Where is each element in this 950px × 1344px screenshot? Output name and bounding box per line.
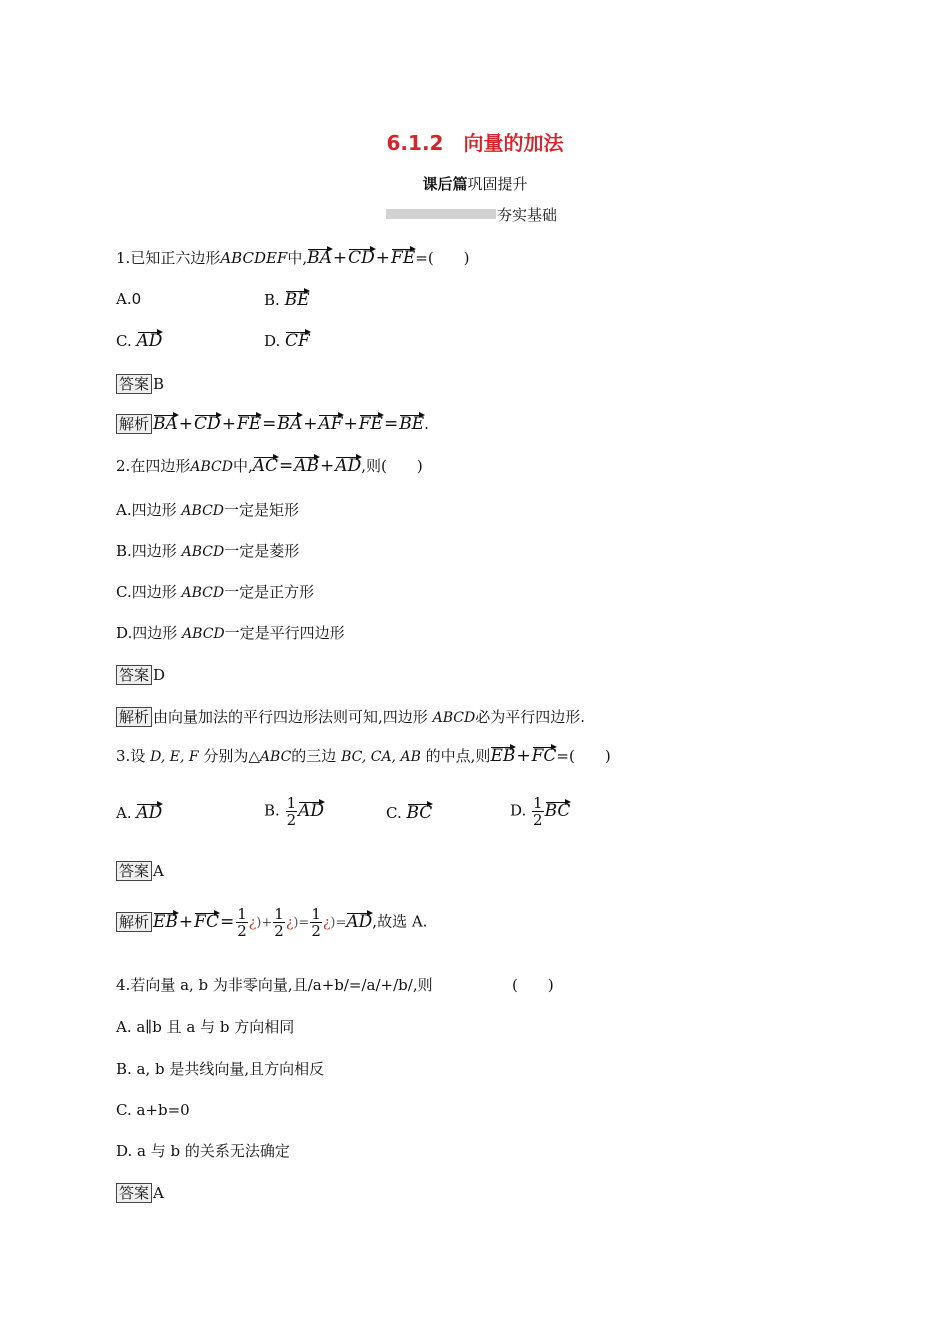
q1-answer-value: B xyxy=(153,375,165,393)
q1-stem: 1.已知正六边形ABCDEF中,BA+CD+FE=( ) xyxy=(116,248,470,268)
answer-tag: 答案 xyxy=(116,861,152,881)
section-label: 夯实基础 xyxy=(497,206,558,224)
vector-cf: CF xyxy=(285,331,310,351)
q3-option-a: A. AD xyxy=(116,803,163,823)
q2-analysis: 解析 由向量加法的平行四边形法则可知,四边形 ABCD必为平行四边形. xyxy=(116,707,585,728)
vector-ab: AB xyxy=(294,456,320,476)
vector-ad: AD xyxy=(335,456,362,476)
q3-analysis: 解析 EB+FC= $\frac{1}{2}$ ¿)+ $\frac{1}{2}$ ¿)= $\frac{1}{2}$ ¿)=AD,故选 A. xyxy=(116,906,427,939)
q4-answer xyxy=(116,1183,164,1203)
q4-option-b: B. a, b 是共线向量,且方向相反 xyxy=(116,1060,325,1078)
q4-stem: 4.若向量 a, b 为非零向量,且/a+b/=/a/+/b/,则 xyxy=(116,976,433,994)
q1-answer xyxy=(116,374,164,394)
q1-option-c: C. AD xyxy=(116,331,163,351)
section-bar xyxy=(386,209,496,219)
q4-answer-value: A xyxy=(153,1184,164,1202)
q4-option-c: C. a+b=0 xyxy=(116,1101,190,1119)
q4-number: 4. xyxy=(116,976,131,994)
vector-eb: EB xyxy=(490,746,516,766)
q1-text-b: 中, xyxy=(287,249,308,267)
vector-cd: CD xyxy=(348,248,375,268)
q1-option-b: B. BE xyxy=(264,290,310,310)
q4-option-d: D. a 与 b 的关系无法确定 xyxy=(116,1142,290,1160)
q3-option-c: C. BC xyxy=(386,803,433,823)
q2-answer-value: D xyxy=(153,666,166,684)
vector-ad: AD xyxy=(136,331,163,351)
page-subtitle xyxy=(0,174,950,194)
subtitle-bold: 课后篇 xyxy=(422,175,468,193)
q1-analysis: 解析 BA+CD+FE=BA+AF+FE=BE. xyxy=(116,413,429,434)
q4-blank: ( ) xyxy=(512,976,554,994)
q3-answer xyxy=(116,861,164,881)
q1-option-a: A.0 xyxy=(116,290,142,308)
vector-be: BE xyxy=(284,290,310,310)
q2-stem: 2.在四边形ABCD中,AC=AB+AD,则( ) xyxy=(116,456,423,476)
analysis-tag: 解析 xyxy=(116,414,152,434)
q2-number: 2. xyxy=(116,457,131,475)
vector-fe: FE xyxy=(391,248,416,268)
q3-option-b: B. $\frac{1}{2}$ AD xyxy=(264,794,325,829)
q1-option-d: D. CF xyxy=(264,331,310,351)
q2-option-a: A.四边形 ABCD一定是矩形 xyxy=(116,501,300,519)
page-title: 6.1.2 向量的加法 xyxy=(386,131,564,155)
answer-tag: 答案 xyxy=(116,1183,152,1203)
vector-ba: BA xyxy=(307,248,332,268)
answer-tag: 答案 xyxy=(116,374,152,394)
vector-ac: AC xyxy=(252,456,279,476)
analysis-tag: 解析 xyxy=(116,912,152,932)
q2-answer xyxy=(116,665,165,685)
q2-option-c: C.四边形 ABCD一定是正方形 xyxy=(116,583,315,601)
analysis-tag: 解析 xyxy=(116,707,152,727)
answer-tag: 答案 xyxy=(116,665,152,685)
q2-option-d: D.四边形 ABCD一定是平行四边形 xyxy=(116,624,345,642)
vector-fc: FC xyxy=(531,746,557,766)
q1-number: 1. xyxy=(116,249,131,267)
q2-option-b: B.四边形 ABCD一定是菱形 xyxy=(116,542,300,560)
q1-text: 已知正六边形 xyxy=(130,249,221,267)
q3-option-d: D. $\frac{1}{2}$ BC xyxy=(510,794,571,829)
q1-blank: =( ) xyxy=(415,249,470,267)
subtitle-rest: 巩固提升 xyxy=(467,175,528,193)
q3-number: 3. xyxy=(116,747,131,765)
q4-option-a: A. a∥b 且 a 与 b 方向相同 xyxy=(116,1018,295,1036)
q3-answer-value: A xyxy=(153,862,164,880)
q1-shape: ABCDEF xyxy=(220,249,288,267)
q3-stem: 3.设 D, E, F 分别为△ABC的三边 BC, CA, AB 的中点,则EB+FC=( ) xyxy=(116,746,611,766)
